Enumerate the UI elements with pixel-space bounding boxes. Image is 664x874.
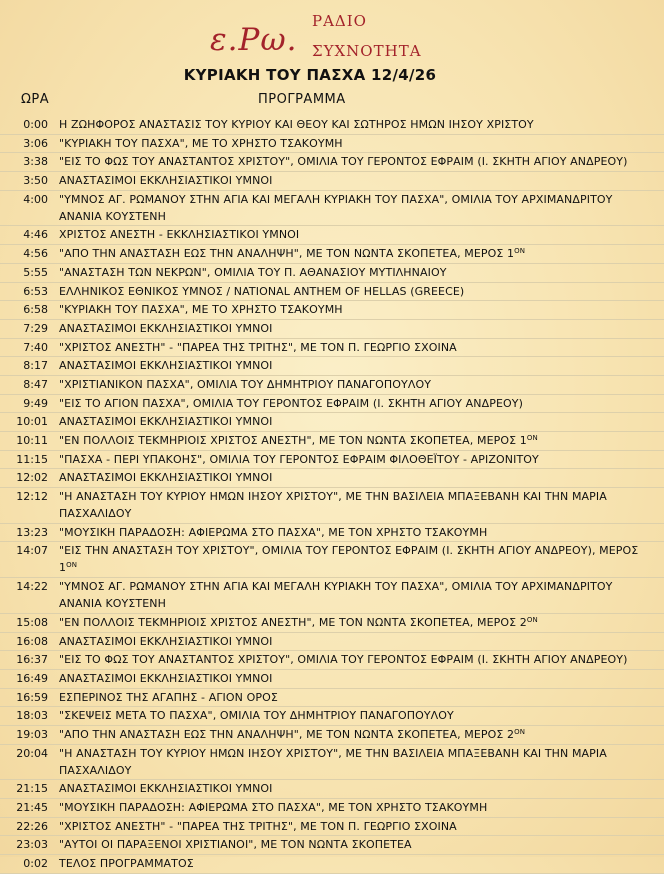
row-time: 14:22 xyxy=(16,580,48,594)
schedule-row xyxy=(0,614,664,633)
schedule-row xyxy=(0,689,664,708)
row-program-text: ΕΣΠΕΡΙΝΟΣ ΤΗΣ ΑΓΑΠΗΣ - ΑΓΙΟΝ ΟΡΟΣ xyxy=(59,690,278,704)
row-time: 18:03 xyxy=(16,709,48,723)
station-logo xyxy=(208,10,428,66)
row-program-text: "ΚΥΡΙΑΚΗ ΤΟΥ ΠΑΣΧΑ", ΜΕ ΤΟ ΧΡΗΣΤΟ ΤΣΑΚΟΥΜΗ xyxy=(59,136,343,150)
row-program-text: "ΚΥΡΙΑΚΗ ΤΟΥ ΠΑΣΧΑ", ΜΕ ΤΟ ΧΡΗΣΤΟ ΤΣΑΚΟΥΜΗ xyxy=(59,303,343,317)
row-program-text: "ΑΠΟ ΤΗΝ ΑΝΑΣΤΑΣΗ ΕΩΣ ΤΗΝ ΑΝΑΛΗΨΗ", ΜΕ ΤΟΝ ΝΩΝΤΑ ΣΚΟΠΕΤΕΑ, ΜΕΡΟΣ 1 xyxy=(59,247,515,261)
row-program xyxy=(59,855,649,872)
schedule-row xyxy=(0,191,664,227)
row-program xyxy=(59,651,649,668)
schedule-row xyxy=(0,320,664,339)
logo-bottom-text: ΣΥΧΝΟΤΗΤΑ xyxy=(312,42,422,60)
row-program-text: "ΕΙΣ ΤΟ ΦΩΣ ΤΟΥ ΑΝΑΣΤΑΝΤΟΣ ΧΡΙΣΤΟΥ", ΟΜΙΛΙΑ ΤΟΥ ΓΕΡΟΝΤΟΣ ΕΦΡΑΙΜ (Ι. ΣΚΗΤΗ ΑΓΙΟΥ ΑΝΔΡΕΟΥ) xyxy=(59,155,628,169)
row-program-text: "ΕΝ ΠΟΛΛΟΙΣ ΤΕΚΜΗΡΙΟΙΣ ΧΡΙΣΤΟΣ ΑΝΕΣΤΗ", ΜΕ ΤΟΝ ΝΩΝΤΑ ΣΚΟΠΕΤΕΑ, ΜΕΡΟΣ 1 xyxy=(59,434,527,447)
row-time: 12:12 xyxy=(16,490,48,504)
row-program-text: "ΧΡΙΣΤΟΣ ΑΝΕΣΤΗ" - "ΠΑΡΕΑ ΤΗΣ ΤΡΙΤΗΣ", ΜΕ ΤΟΝ Π. ΓΕΩΡΓΙΟ ΣΧΟΙΝΑ xyxy=(59,819,457,833)
row-program-text: "ΧΡΙΣΤΟΣ ΑΝΕΣΤΗ" - "ΠΑΡΕΑ ΤΗΣ ΤΡΙΤΗΣ", ΜΕ ΤΟΝ Π. ΓΕΩΡΓΙΟ ΣΧΟΙΝΑ xyxy=(59,340,457,354)
row-program-text: "ΜΟΥΣΙΚΗ ΠΑΡΑΔΟΣΗ: ΑΦΙΕΡΩΜΑ ΣΤΟ ΠΑΣΧΑ", ΜΕ ΤΟΝ ΧΡΗΣΤΟ ΤΣΑΚΟΥΜΗ xyxy=(59,801,488,814)
row-time: 4:56 xyxy=(23,247,48,261)
schedule-row xyxy=(0,578,664,614)
row-program-text: ΑΝΑΣΤΑΣΙΜΟΙ ΕΚΚΛΗΣΙΑΣΤΙΚΟΙ ΥΜΝΟΙ xyxy=(59,321,273,335)
row-program-text: ΑΝΑΣΤΑΣΙΜΟΙ ΕΚΚΛΗΣΙΑΣΤΙΚΟΙ ΥΜΝΟΙ xyxy=(59,471,273,485)
schedule-list xyxy=(0,116,664,874)
row-time: 23:03 xyxy=(16,838,48,852)
schedule-row xyxy=(0,745,664,781)
row-program-text: "ΕΙΣ ΤΟ ΦΩΣ ΤΟΥ ΑΝΑΣΤΑΝΤΟΣ ΧΡΙΣΤΟΥ", ΟΜΙΛΙΑ ΤΟΥ ΓΕΡΟΝΤΟΣ ΕΦΡΑΙΜ (Ι. ΣΚΗΤΗ ΑΓΙΟΥ ΑΝΔΡΕΟΥ) xyxy=(59,653,628,667)
row-program xyxy=(59,524,649,541)
row-time: 0:02 xyxy=(23,857,48,871)
row-program xyxy=(59,780,649,797)
row-program-text: "Η ΑΝΑΣΤΑΣΗ ΤΟΥ ΚΥΡΙΟΥ ΗΜΩΝ ΙΗΣΟΥ ΧΡΙΣΤΟΥ", ΜΕ ΤΗΝ ΒΑΣΙΛΕΙΑ ΜΠΑΞΕΒΑΝΗ ΚΑΙ ΤΗΝ ΜΑΡΙΑ ΠΑΣΧΑΛΙΔΟΥ xyxy=(59,746,607,777)
schedule-row xyxy=(0,357,664,376)
row-time: 0:00 xyxy=(23,118,48,131)
row-program-text: "ΑΠΟ ΤΗΝ ΑΝΑΣΤΑΣΗ ΕΩΣ ΤΗΝ ΑΝΑΛΗΨΗ", ΜΕ ΤΟΝ ΝΩΝΤΑ ΣΚΟΠΕΤΕΑ, ΜΕΡΟΣ 2 xyxy=(59,727,515,741)
schedule-row xyxy=(0,135,664,154)
schedule-row xyxy=(0,226,664,245)
schedule-row xyxy=(0,245,664,264)
schedule-row xyxy=(0,799,664,818)
row-time: 22:26 xyxy=(16,819,48,833)
row-program xyxy=(59,707,649,724)
row-program-text: "ΕΝ ΠΟΛΛΟΙΣ ΤΕΚΜΗΡΙΟΙΣ ΧΡΙΣΤΟΣ ΑΝΕΣΤΗ", ΜΕ ΤΟΝ ΝΩΝΤΑ ΣΚΟΠΕΤΕΑ, ΜΕΡΟΣ 2 xyxy=(59,615,527,629)
row-program-ordinal: ΟΝ xyxy=(514,247,526,256)
row-program xyxy=(59,542,649,576)
row-program-text: ΑΝΑΣΤΑΣΙΜΟΙ ΕΚΚΛΗΣΙΑΣΤΙΚΟΙ ΥΜΝΟΙ xyxy=(59,174,273,188)
row-program xyxy=(59,283,649,300)
row-program-text: "ΥΜΝΟΣ ΑΓ. ΡΩΜΑΝΟΥ ΣΤΗΝ ΑΓΙΑ ΚΑΙ ΜΕΓΑΛΗ ΚΥΡΙΑΚΗ ΤΟΥ ΠΑΣΧΑ", ΟΜΙΛΙΑ ΤΟΥ ΑΡΧΙΜΑΝΔΡΙΤΟΥ ΑΝΑΝΙΑ ΚΟΥΣΤΕΝΗ xyxy=(59,192,613,223)
schedule-row xyxy=(0,633,664,652)
schedule-row xyxy=(0,651,664,670)
logo-top-text: ΡΑΔΙΟ xyxy=(312,12,367,30)
row-program-ordinal: ΟΝ xyxy=(66,561,78,570)
row-time: 10:01 xyxy=(16,415,48,429)
row-program-text: ΑΝΑΣΤΑΣΙΜΟΙ ΕΚΚΛΗΣΙΑΣΤΙΚΟΙ ΥΜΝΟΙ xyxy=(59,634,273,648)
row-time: 5:55 xyxy=(23,265,48,279)
schedule-row xyxy=(0,432,664,451)
row-program-text: "Η ΑΝΑΣΤΑΣΗ ΤΟΥ ΚΥΡΙΟΥ ΗΜΩΝ ΙΗΣΟΥ ΧΡΙΣΤΟΥ", ΜΕ ΤΗΝ ΒΑΣΙΛΕΙΑ ΜΠΑΞΕΒΑΝΗ ΚΑΙ ΤΗΝ ΜΑΡΙΑ ΠΑΣΧΑΛΙΔΟΥ xyxy=(59,490,607,521)
row-time: 4:46 xyxy=(23,228,48,242)
row-program-text: Η ΖΩΗΦΟΡΟΣ ΑΝΑΣΤΑΣΙΣ ΤΟΥ ΚΥΡΙΟΥ ΚΑΙ ΘΕΟΥ ΚΑΙ ΣΩΤΗΡΟΣ ΗΜΩΝ ΙΗΣΟΥ ΧΡΙΣΤΟΥ xyxy=(59,118,534,131)
schedule-row xyxy=(0,264,664,283)
schedule-row xyxy=(0,524,664,543)
row-program xyxy=(59,726,649,743)
row-program-text: "ΑΥΤΟΙ ΟΙ ΠΑΡΑΞΕΝΟΙ ΧΡΙΣΤΙΑΝΟΙ", ΜΕ ΤΟΝ ΝΩΝΤΑ ΣΚΟΠΕΤΕΑ xyxy=(59,838,412,852)
row-program-text: "ΕΙΣ ΤΟ ΑΓΙΟΝ ΠΑΣΧΑ", ΟΜΙΛΙΑ ΤΟΥ ΓΕΡΟΝΤΟΣ ΕΦΡΑΙΜ (Ι. ΣΚΗΤΗ ΑΓΙΟΥ ΑΝΔΡΕΟΥ) xyxy=(59,396,523,410)
row-program xyxy=(59,153,649,170)
row-program-text: ΑΝΑΣΤΑΣΙΜΟΙ ΕΚΚΛΗΣΙΑΣΤΙΚΟΙ ΥΜΝΟΙ xyxy=(59,671,273,685)
row-program-text: "ΕΙΣ ΤΗΝ ΑΝΑΣΤΑΣΗ ΤΟΥ ΧΡΙΣΤΟΥ", ΟΜΙΛΙΑ ΤΟΥ ΓΕΡΟΝΤΟΣ ΕΦΡΑΙΜ (Ι. ΣΚΗΤΗ ΑΓΙΟΥ ΑΝΔΡΕΟΥ), ΜΕΡΟΣ 1 xyxy=(59,544,639,575)
row-program xyxy=(59,432,649,449)
row-program xyxy=(59,413,649,430)
schedule-row xyxy=(0,301,664,320)
row-time: 9:49 xyxy=(23,396,48,410)
schedule-row xyxy=(0,395,664,414)
schedule-row xyxy=(0,707,664,726)
row-program xyxy=(59,116,649,133)
row-program-text: "ΣΚΕΨΕΙΣ ΜΕΤΑ ΤΟ ΠΑΣΧΑ", ΟΜΙΛΙΑ ΤΟΥ ΔΗΜΗΤΡΙΟΥ ΠΑΝΑΓΟΠΟΥΛΟΥ xyxy=(59,709,454,723)
row-time: 7:29 xyxy=(23,321,48,335)
row-program xyxy=(59,357,649,374)
row-program-text: ΤΕΛΟΣ ΠΡΟΓΡΑΜΜΑΤΟΣ xyxy=(59,857,194,871)
row-program-text: "ΑΝΑΣΤΑΣΗ ΤΩΝ ΝΕΚΡΩΝ", ΟΜΙΛΙΑ ΤΟΥ Π. ΑΘΑΝΑΣΙΟΥ ΜΥΤΙΛΗΝΑΙΟΥ xyxy=(59,265,447,279)
schedule-row xyxy=(0,855,664,874)
row-program xyxy=(59,395,649,412)
row-program xyxy=(59,245,649,262)
row-program xyxy=(59,172,649,189)
row-program xyxy=(59,633,649,650)
row-program xyxy=(59,376,649,393)
row-program xyxy=(59,191,649,225)
schedule-row xyxy=(0,451,664,470)
row-program-text: ΧΡΙΣΤΟΣ ΑΝΕΣΤΗ - ΕΚΚΛΗΣΙΑΣΤΙΚΟΙ ΥΜΝΟΙ xyxy=(59,228,300,242)
row-time: 16:49 xyxy=(16,671,48,685)
header-time: ΩΡΑ xyxy=(21,92,50,107)
row-program xyxy=(59,339,649,356)
schedule-row xyxy=(0,172,664,191)
row-program xyxy=(59,469,649,486)
row-program xyxy=(59,264,649,281)
row-time: 4:00 xyxy=(23,192,48,206)
row-time: 6:58 xyxy=(23,303,48,317)
row-program xyxy=(59,135,649,152)
row-time: 19:03 xyxy=(16,727,48,741)
schedule-row xyxy=(0,153,664,172)
schedule-row xyxy=(0,670,664,689)
schedule-row xyxy=(0,818,664,837)
schedule-row xyxy=(0,116,664,135)
header-program: ΠΡΟΓΡΑΜΜΑ xyxy=(258,92,346,107)
row-program xyxy=(59,301,649,318)
row-program-text: ΑΝΑΣΤΑΣΙΜΟΙ ΕΚΚΛΗΣΙΑΣΤΙΚΟΙ ΥΜΝΟΙ xyxy=(59,782,273,796)
row-time: 15:08 xyxy=(16,615,48,629)
row-time: 8:47 xyxy=(23,377,48,391)
row-program xyxy=(59,689,649,706)
row-time: 21:45 xyxy=(16,801,48,814)
schedule-row xyxy=(0,542,664,578)
row-program xyxy=(59,226,649,243)
row-time: 3:50 xyxy=(23,174,48,188)
logo-main-text: ε.Ρω. xyxy=(210,22,298,58)
row-program xyxy=(59,451,649,468)
schedule-row xyxy=(0,283,664,302)
row-program-text: ΕΛΛΗΝΙΚΟΣ ΕΘΝΙΚΟΣ ΥΜΝΟΣ / NATIONAL ANTHEM OF HELLAS (GREECE) xyxy=(59,284,465,298)
row-program-text: "ΜΟΥΣΙΚΗ ΠΑΡΑΔΟΣΗ: ΑΦΙΕΡΩΜΑ ΣΤΟ ΠΑΣΧΑ", ΜΕ ΤΟΝ ΧΡΗΣΤΟ ΤΣΑΚΟΥΜΗ xyxy=(59,525,488,539)
schedule-row xyxy=(0,339,664,358)
row-time: 11:15 xyxy=(16,452,48,466)
row-program-text: "ΧΡΙΣΤΙΑΝΙΚΟΝ ΠΑΣΧΑ", ΟΜΙΛΙΑ ΤΟΥ ΔΗΜΗΤΡΙΟΥ ΠΑΝΑΓΟΠΟΥΛΟΥ xyxy=(59,377,432,391)
schedule-row xyxy=(0,469,664,488)
row-time: 6:53 xyxy=(23,284,48,298)
row-program xyxy=(59,818,649,835)
row-program xyxy=(59,745,649,779)
row-program-text: ΑΝΑΣΤΑΣΙΜΟΙ ΕΚΚΛΗΣΙΑΣΤΙΚΟΙ ΥΜΝΟΙ xyxy=(59,415,273,429)
row-program-text: ΑΝΑΣΤΑΣΙΜΟΙ ΕΚΚΛΗΣΙΑΣΤΙΚΟΙ ΥΜΝΟΙ xyxy=(59,359,273,373)
row-time: 7:40 xyxy=(23,340,48,354)
page-title: ΚΥΡΙΑΚΗ ΤΟΥ ΠΑΣΧΑ 12/4/26 xyxy=(183,66,437,84)
row-program-text: "ΥΜΝΟΣ ΑΓ. ΡΩΜΑΝΟΥ ΣΤΗΝ ΑΓΙΑ ΚΑΙ ΜΕΓΑΛΗ ΚΥΡΙΑΚΗ ΤΟΥ ΠΑΣΧΑ", ΟΜΙΛΙΑ ΤΟΥ ΑΡΧΙΜΑΝΔΡΙΤΟΥ ΑΝΑΝΙΑ ΚΟΥΣΤΕΝΗ xyxy=(59,580,613,611)
row-program-ordinal: ΟΝ xyxy=(514,727,526,736)
row-time: 3:06 xyxy=(23,136,48,150)
row-time: 16:37 xyxy=(16,653,48,667)
row-time: 3:38 xyxy=(23,155,48,169)
row-program-text: "ΠΑΣΧΑ - ΠΕΡΙ ΥΠΑΚΟΗΣ", ΟΜΙΛΙΑ ΤΟΥ ΓΕΡΟΝΤΟΣ ΕΦΡΑΙΜ ΦΙΛΟΘΕΪΤΟΥ - ΑΡΙΖΟΝΙΤΟΥ xyxy=(59,452,539,466)
row-program xyxy=(59,320,649,337)
schedule-row xyxy=(0,376,664,395)
row-time: 8:17 xyxy=(23,359,48,373)
row-time: 13:23 xyxy=(16,525,48,539)
row-program-ordinal: ΟΝ xyxy=(526,615,538,624)
row-time: 14:07 xyxy=(16,544,48,558)
row-program xyxy=(59,799,649,816)
schedule-row xyxy=(0,780,664,799)
row-program-ordinal: ΟΝ xyxy=(526,434,538,442)
row-program xyxy=(59,836,649,853)
row-program xyxy=(59,614,649,631)
row-program xyxy=(59,578,649,612)
row-time: 16:08 xyxy=(16,634,48,648)
row-time: 12:02 xyxy=(16,471,48,485)
row-program xyxy=(59,488,649,522)
schedule-row xyxy=(0,488,664,524)
schedule-row xyxy=(0,413,664,432)
row-time: 10:11 xyxy=(16,434,48,447)
row-time: 16:59 xyxy=(16,690,48,704)
schedule-row xyxy=(0,726,664,745)
row-program xyxy=(59,670,649,687)
row-time: 21:15 xyxy=(16,782,48,796)
schedule-row xyxy=(0,836,664,855)
row-time: 20:04 xyxy=(16,746,48,760)
